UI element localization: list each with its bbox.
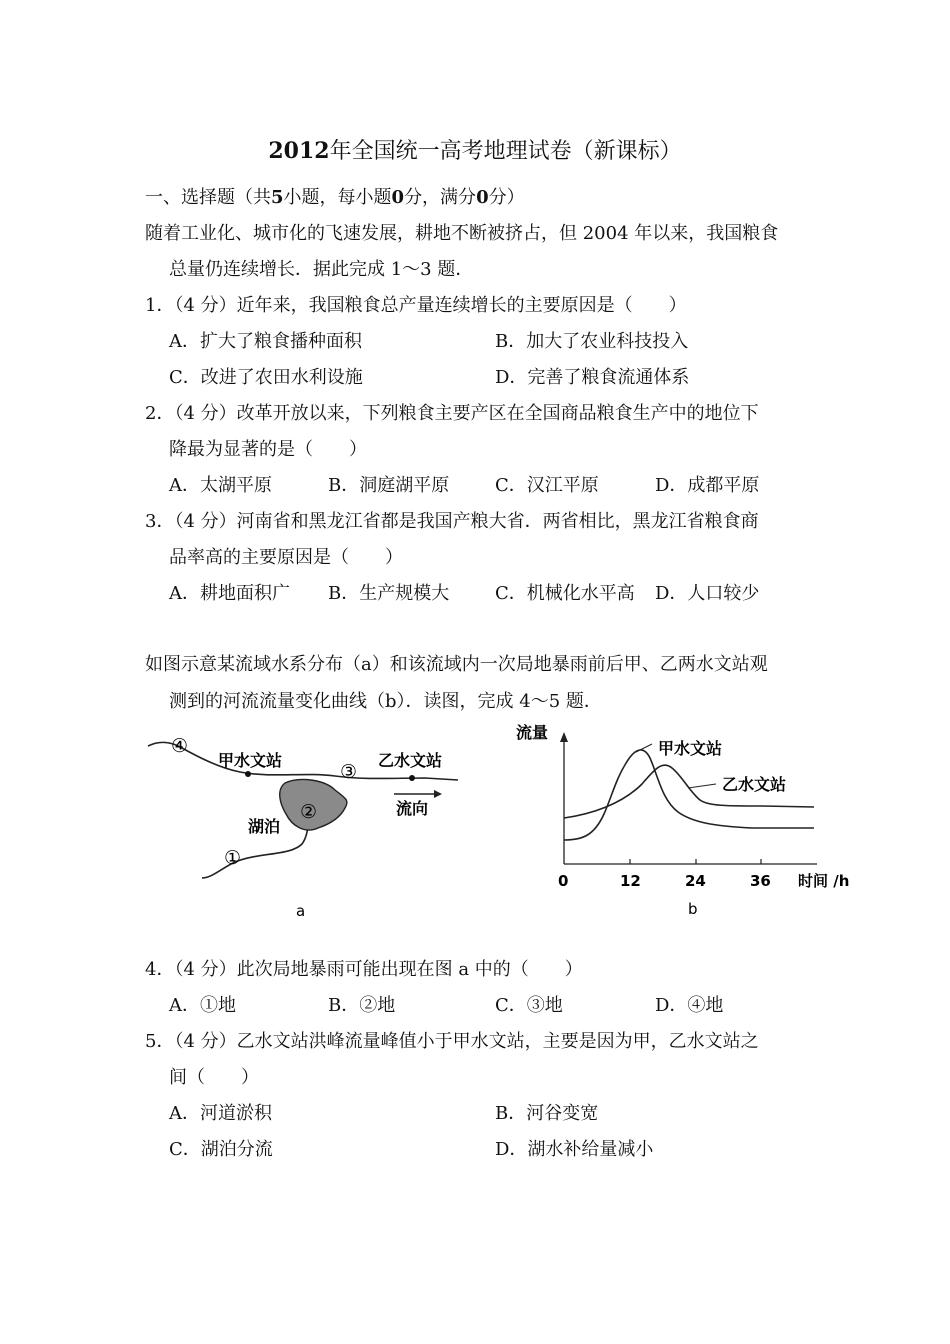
marker-3: ③ <box>340 761 358 783</box>
q3-option-c[interactable]: C．机械化水平高 <box>495 583 635 604</box>
q4-option-d[interactable]: D．④地 <box>655 995 724 1016</box>
tick-label-36: 36 <box>750 872 771 890</box>
q1-option-a[interactable]: A．扩大了粮食播种面积 <box>169 331 362 352</box>
q2-option-d[interactable]: D．成都平原 <box>655 475 760 496</box>
x-axis-label: 时间 /h <box>798 872 850 890</box>
figure-b-chart <box>512 718 857 924</box>
title-text: 年全国统一高考地理试卷（新课标） <box>329 139 682 164</box>
page-title <box>0 136 950 167</box>
q4-option-b[interactable]: B．②地 <box>328 995 396 1016</box>
label-yi-station: 乙水文站 <box>378 751 443 770</box>
intro1-line2: 总量仍连续增长．据此完成 1～3 题． <box>169 259 474 280</box>
intro2-line2: 测到的河流流量变化曲线（b）．读图，完成 4～5 题． <box>169 691 602 712</box>
series-jia-line <box>564 750 814 840</box>
title-year: 2012 <box>268 138 330 164</box>
label-flow: 流向 <box>396 799 429 818</box>
intro2-line1: 如图示意某流域水系分布（a）和该流域内一次局地暴雨前后甲、乙两水文站观 <box>145 654 768 675</box>
q4-option-a[interactable]: A．①地 <box>169 995 236 1016</box>
series-yi-label: 乙水文站 <box>722 775 787 794</box>
q3-option-a[interactable]: A．耕地面积广 <box>169 583 290 604</box>
q3-stem-line1: 3．（4 分）河南省和黑龙江省都是我国产粮大省．两省相比，黑龙江省粮食商 <box>145 511 759 532</box>
q2-option-a[interactable]: A．太湖平原 <box>169 475 272 496</box>
marker-2: ② <box>300 801 318 823</box>
tick-label-0: 0 <box>558 872 569 890</box>
q1-option-d[interactable]: D．完善了粮食流通体系 <box>495 367 690 388</box>
jia-station-dot <box>245 771 251 777</box>
figure-b-caption: b <box>688 900 698 918</box>
y-axis-arrow <box>560 732 568 742</box>
q5-stem-line1: 5．（4 分）乙水文站洪峰流量峰值小于甲水文站，主要是因为甲，乙水文站之 <box>145 1031 759 1052</box>
q2-stem-line1: 2．（4 分）改革开放以来，下列粮食主要产区在全国商品粮食生产中的地位下 <box>145 403 759 424</box>
q4-stem: 4．（4 分）此次局地暴雨可能出现在图 a 中的（ ） <box>145 959 583 980</box>
flow-arrow-head <box>434 790 442 798</box>
q3-option-b[interactable]: B．生产规模大 <box>328 583 450 604</box>
q2-option-c[interactable]: C．汉江平原 <box>495 475 599 496</box>
leader-yi <box>688 784 716 788</box>
label-jia-station: 甲水文站 <box>218 751 283 770</box>
figure-a-caption: a <box>296 902 306 920</box>
y-axis-label: 流量 <box>516 723 549 742</box>
marker-4: ④ <box>171 735 189 757</box>
q2-option-b[interactable]: B．洞庭湖平原 <box>328 475 450 496</box>
q5-stem-line2: 间（ ） <box>169 1067 259 1088</box>
marker-1: ① <box>224 847 242 869</box>
q1-option-c[interactable]: C．改进了农田水利设施 <box>169 367 363 388</box>
section-heading: 一、选择题（共5小题，每小题0分，满分0分） <box>145 187 525 208</box>
q5-option-d[interactable]: D．湖水补给量减小 <box>495 1139 654 1160</box>
q1-option-b[interactable]: B．加大了农业科技投入 <box>495 331 689 352</box>
q2-stem-line2: 降最为显著的是（ ） <box>169 439 367 460</box>
q5-option-a[interactable]: A．河道淤积 <box>169 1103 272 1124</box>
intro1-line1: 随着工业化、城市化的飞速发展，耕地不断被挤占，但 2004 年以来，我国粮食 <box>145 223 779 244</box>
figure-a-map <box>140 728 480 924</box>
q3-stem-line2: 品率高的主要原因是（ ） <box>169 547 403 568</box>
tick-label-12: 12 <box>620 872 641 890</box>
q3-option-d[interactable]: D．人口较少 <box>655 583 760 604</box>
q1-stem: 1．（4 分）近年来，我国粮食总产量连续增长的主要原因是（ ） <box>145 295 687 316</box>
yi-station-dot <box>409 775 415 781</box>
series-jia-label: 甲水文站 <box>658 739 723 758</box>
tick-label-24: 24 <box>685 872 706 890</box>
label-lake: 湖泊 <box>248 817 281 836</box>
q5-option-b[interactable]: B．河谷变宽 <box>495 1103 599 1124</box>
q4-option-c[interactable]: C．③地 <box>495 995 563 1016</box>
q5-option-c[interactable]: C．湖泊分流 <box>169 1139 273 1160</box>
